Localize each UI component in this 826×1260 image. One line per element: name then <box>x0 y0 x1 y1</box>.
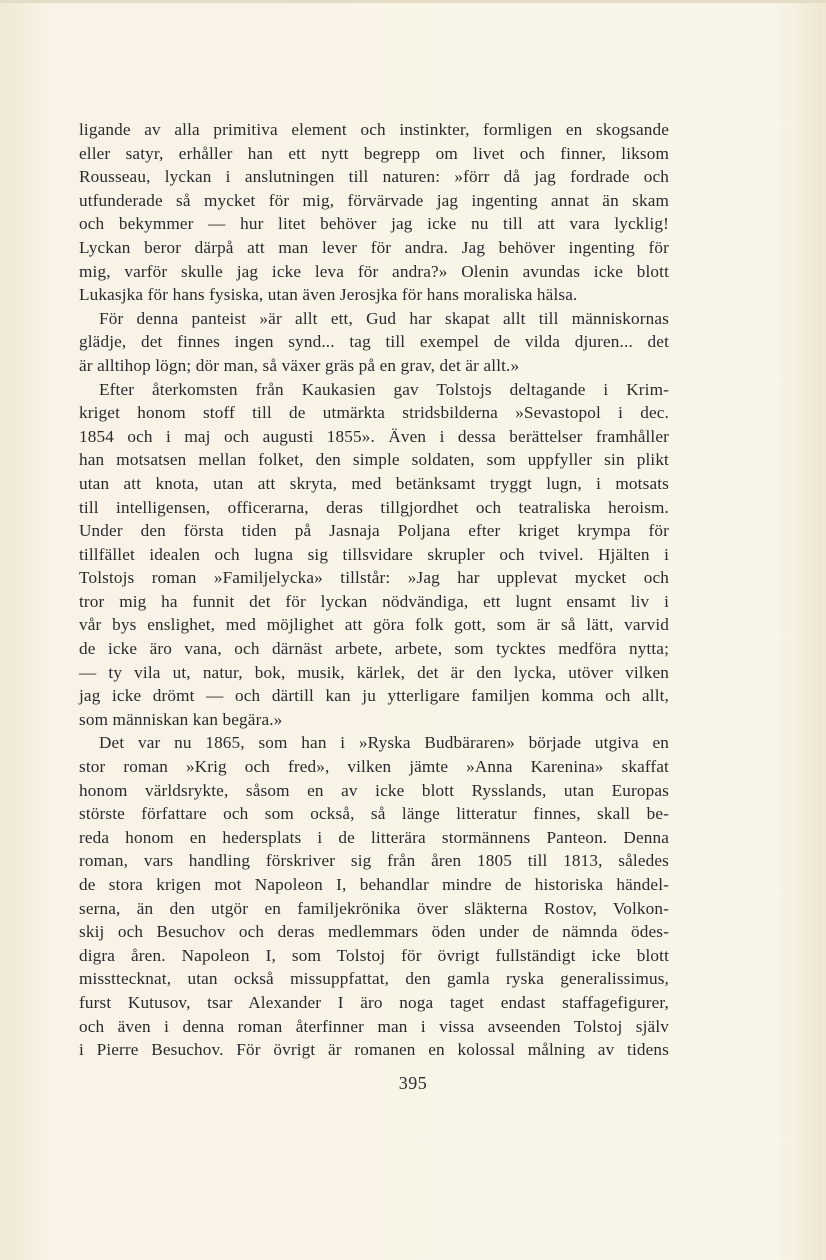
text-line: till intelligensen, officerarna, deras tillgjordhet och teatraliska heroism. <box>79 497 669 517</box>
body-text <box>79 118 669 1062</box>
text-line: och bekymmer — hur litet behöver jag icke nu till att vara lycklig! <box>79 214 669 234</box>
text-line: roman, vars handling förskriver sig från åren 1805 till 1813, således <box>79 851 669 871</box>
text-line: är alltihop lögn; dör man, så växer gräs på en grav, det är allt.» <box>79 355 520 375</box>
text-line: Det var nu 1865, som han i »Ryska Budbäraren» började utgiva en <box>99 733 669 753</box>
text-line: missttecknat, utan också missuppfattat, den gamla ryska generalissimus, <box>79 969 669 989</box>
text-line: tror mig ha funnit det för lyckan nödvändiga, ett lugnt ensamt liv i <box>79 591 669 611</box>
text-line: utan att knota, utan att skryta, med betänksamt tryggt lugn, i motsats <box>79 473 669 493</box>
text-line: Efter återkomsten från Kaukasien gav Tolstojs deltagande i Krim- <box>99 379 669 399</box>
text-line: vår bys enslighet, med möjlighet att göra folk gott, som är så lätt, varvid <box>79 615 669 635</box>
text-line: Lukasjka för hans fysiska, utan även Jerosjka för hans moraliska hälsa. <box>79 285 578 305</box>
text-line: de icke äro vana, och därnäst arbete, arbete, som tycktes medföra nytta; <box>79 639 669 659</box>
text-line: För denna panteist »är allt ett, Gud har skapat allt till människornas <box>99 308 669 328</box>
text-line: serna, än den utgör en familjekrönika över släkterna Rostov, Volkon- <box>79 898 669 918</box>
text-line: mig, varför skulle jag icke leva för andra?» Olenin avundas icke blott <box>79 261 669 281</box>
text-line: i Pierre Besuchov. För övrigt är romanen en kolossal målning av tidens <box>79 1040 669 1060</box>
text-line: Lyckan beror därpå att man lever för andra. Jag behöver ingenting för <box>79 237 669 257</box>
text-line: tillfället idealen och lugna sig tillsvidare skrupler och tvivel. Hjälten i <box>79 544 669 564</box>
text-line: och även i denna roman återfinner man i vissa avseenden Tolstoj själv <box>79 1016 669 1036</box>
text-line: utfunderade så mycket för mig, förvärvade jag ingenting annat än skam <box>79 190 669 210</box>
text-line: 1854 och i maj och augusti 1855». Även i dessa berättelser framhåller <box>79 426 669 446</box>
page-number: 395 <box>398 1073 428 1093</box>
text-line: stor roman »Krig och fred», vilken jämte »Anna Karenina» skaffat <box>79 757 669 777</box>
text-line: Tolstojs roman »Familjelycka» tillstår: »Jag har upplevat mycket och <box>79 568 669 588</box>
text-line: Under den första tiden på Jasnaja Poljana efter kriget krympa för <box>79 521 669 541</box>
text-line: digra åren. Napoleon I, som Tolstoj för övrigt fullständigt icke blott <box>79 945 669 965</box>
text-line: glädje, det finnes ingen synd... tag till exempel de vilda djuren... det <box>79 332 669 352</box>
text-line: de stora krigen mot Napoleon I, behandlar mindre de historiska händel- <box>79 875 669 894</box>
text-line: furst Kutusov, tsar Alexander I äro noga taget endast staffagefigurer, <box>79 992 669 1012</box>
text-line: ligande av alla primitiva element och instinkter, formligen en skogsande <box>79 120 669 139</box>
text-line: eller satyr, erhåller han ett nytt begrepp om livet och finner, liksom <box>79 143 669 163</box>
text-line: reda honom en hedersplats i de litterära stormännens Panteon. Denna <box>79 827 669 847</box>
text-line: honom världsrykte, såsom en av icke blott Rysslands, utan Europas <box>79 780 669 800</box>
text-line: skij och Besuchov och deras medlemmars öden under de nämnda ödes- <box>79 922 669 942</box>
text-line: jag icke drömt — och därtill kan ju ytterligare familjen komma och allt, <box>79 686 669 706</box>
text-line: som människan kan begära.» <box>79 709 283 729</box>
page-edge <box>0 0 826 3</box>
text-line: han motsatsen mellan folket, den simple soldaten, som uppfyller sin plikt <box>79 450 669 470</box>
text-line: kriget honom stoff till de utmärkta stridsbilderna »Sevastopol i dec. <box>79 403 669 423</box>
text-line: störste författare och som också, så länge litteratur finnes, skall be- <box>79 804 669 824</box>
text-line: — ty vila ut, natur, bok, musik, kärlek, det är den lycka, utöver vilken <box>79 662 669 682</box>
text-line: Rousseau, lyckan i anslutningen till naturen: »förr då jag fordrade och <box>79 167 669 187</box>
